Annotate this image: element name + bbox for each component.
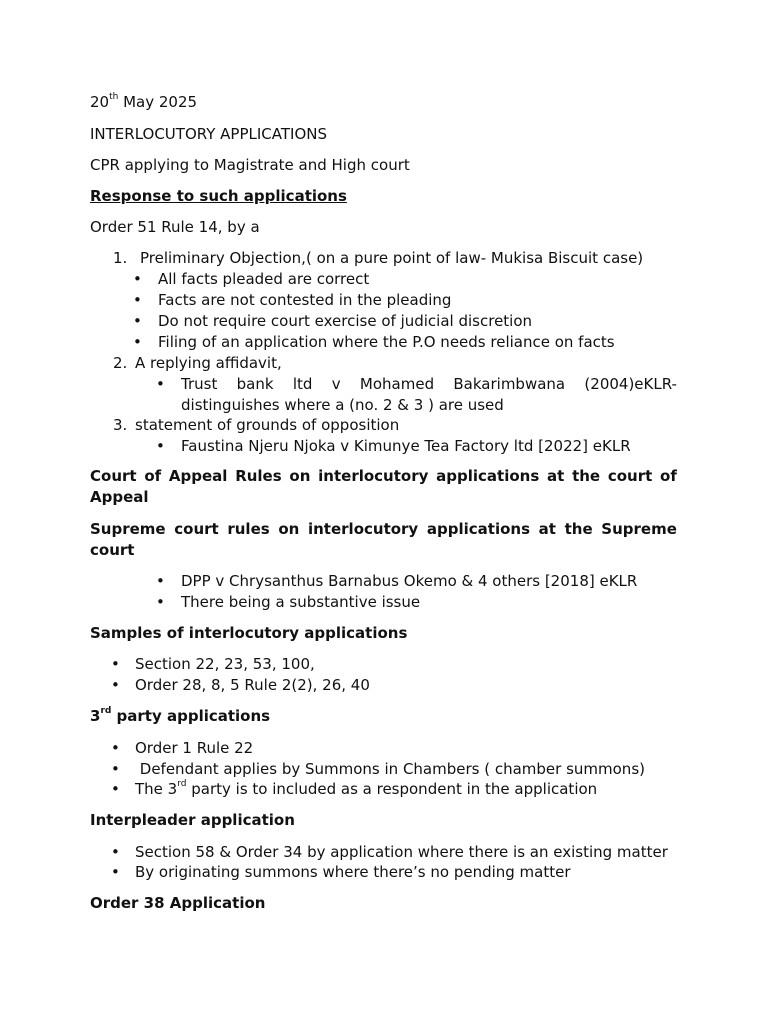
affidavit-case-line2: distinguishes where a (no. 2 & 3 ) are used bbox=[181, 396, 504, 414]
list-item: By originating summons where there’s no pending matter bbox=[135, 863, 571, 881]
word: the bbox=[572, 467, 601, 485]
word: interlocutory bbox=[307, 520, 419, 538]
word: court bbox=[607, 467, 653, 485]
word: the bbox=[564, 520, 593, 538]
word: Mohamed bbox=[359, 375, 435, 393]
list-item: There being a substantive issue bbox=[181, 593, 421, 611]
third-party-heading bbox=[90, 706, 270, 726]
word: applications bbox=[436, 467, 540, 485]
word: court bbox=[174, 520, 219, 538]
word: Court bbox=[90, 467, 137, 485]
bullet-icon: • bbox=[111, 676, 120, 694]
doc-title: INTERLOCUTORY APPLICATIONS bbox=[90, 125, 327, 143]
response-heading: Response to such applications bbox=[90, 187, 347, 205]
order51-line: Order 51 Rule 14, by a bbox=[90, 218, 260, 236]
word: Supreme bbox=[90, 520, 166, 538]
word: at bbox=[547, 467, 565, 485]
date-line bbox=[90, 92, 197, 112]
word: on bbox=[278, 520, 300, 538]
word: Supreme bbox=[601, 520, 677, 538]
bullet-icon: • bbox=[156, 572, 165, 590]
bullet-icon: • bbox=[156, 437, 165, 455]
bullet-icon: • bbox=[133, 312, 142, 330]
list-item: Filing of an application where the P.O needs reliance on facts bbox=[158, 333, 615, 351]
word: rules bbox=[227, 520, 270, 538]
bullet-icon: • bbox=[111, 780, 120, 798]
list-item: Order 28, 8, 5 Rule 2(2), 26, 40 bbox=[135, 676, 370, 694]
heading-num: 3 bbox=[90, 707, 101, 725]
list-item: Section 22, 23, 53, 100, bbox=[135, 655, 315, 673]
word: Rules bbox=[235, 467, 282, 485]
bullet-icon: • bbox=[111, 760, 120, 778]
heading-rest: party applications bbox=[111, 707, 271, 725]
order38-heading: Order 38 Application bbox=[90, 894, 266, 912]
bullet-icon: • bbox=[111, 843, 120, 861]
list-number: 2. bbox=[113, 354, 128, 372]
bullet-icon: • bbox=[111, 739, 120, 757]
list-item: Section 58 & Order 34 by application where there is an existing matter bbox=[135, 843, 668, 861]
word: (2004)eKLR- bbox=[584, 375, 677, 393]
word: v bbox=[331, 375, 341, 393]
date-suffix: th bbox=[109, 92, 119, 102]
word: of bbox=[144, 467, 162, 485]
sc-heading-line1 bbox=[90, 519, 677, 539]
bullet-icon: • bbox=[111, 655, 120, 673]
word: Bakarimbwana bbox=[453, 375, 566, 393]
heading-sup: rd bbox=[100, 706, 112, 716]
list-item: Faustina Njeru Njoka v Kimunye Tea Factory ltd [2022] eKLR bbox=[181, 437, 631, 455]
word: on bbox=[289, 467, 311, 485]
word: bank bbox=[236, 375, 274, 393]
list-item bbox=[135, 779, 597, 799]
date-day: 20 bbox=[90, 93, 110, 111]
list-item: Facts are not contested in the pleading bbox=[158, 291, 452, 309]
word: ltd bbox=[292, 375, 313, 393]
list-item: DPP v Chrysanthus Barnabus Okemo & 4 others [2018] eKLR bbox=[181, 572, 638, 590]
bullet-icon: • bbox=[133, 270, 142, 288]
list-item: Order 1 Rule 22 bbox=[135, 739, 254, 757]
text: The 3 bbox=[135, 780, 178, 798]
word: interlocutory bbox=[318, 467, 429, 485]
list-item: A replying affidavit, bbox=[135, 354, 282, 372]
bullet-icon: • bbox=[156, 593, 165, 611]
list-item: Do not require court exercise of judicial discretion bbox=[158, 312, 533, 330]
coa-heading-line1 bbox=[90, 466, 677, 486]
text: party is to included as a respondent in the application bbox=[186, 780, 598, 798]
word: of bbox=[660, 467, 677, 485]
list-item: Defendant applies by Summons in Chambers ( chamber summons) bbox=[135, 760, 645, 778]
word: at bbox=[538, 520, 556, 538]
samples-heading: Samples of interlocutory applications bbox=[90, 624, 408, 642]
sc-heading-line2: court bbox=[90, 541, 135, 559]
bullet-icon: • bbox=[156, 375, 165, 393]
date-rest: May 2025 bbox=[118, 93, 198, 111]
list-number: 3. bbox=[113, 416, 128, 434]
word: applications bbox=[426, 520, 530, 538]
doc-subtitle: CPR applying to Magistrate and High court bbox=[90, 156, 410, 174]
list-item: All facts pleaded are correct bbox=[158, 270, 370, 288]
interpleader-heading: Interpleader application bbox=[90, 811, 295, 829]
coa-heading-line2: Appeal bbox=[90, 488, 149, 506]
affidavit-case-line1 bbox=[181, 374, 677, 394]
bullet-icon: • bbox=[133, 291, 142, 309]
list-item: statement of grounds of opposition bbox=[135, 416, 400, 434]
bullet-icon: • bbox=[133, 333, 142, 351]
word: Appeal bbox=[168, 467, 228, 485]
word: Trust bbox=[181, 375, 218, 393]
bullet-icon: • bbox=[111, 863, 120, 881]
list-number: 1. bbox=[113, 249, 128, 267]
list-item: Preliminary Objection,( on a pure point of law- Mukisa Biscuit case) bbox=[140, 249, 644, 267]
sup: rd bbox=[177, 779, 187, 789]
